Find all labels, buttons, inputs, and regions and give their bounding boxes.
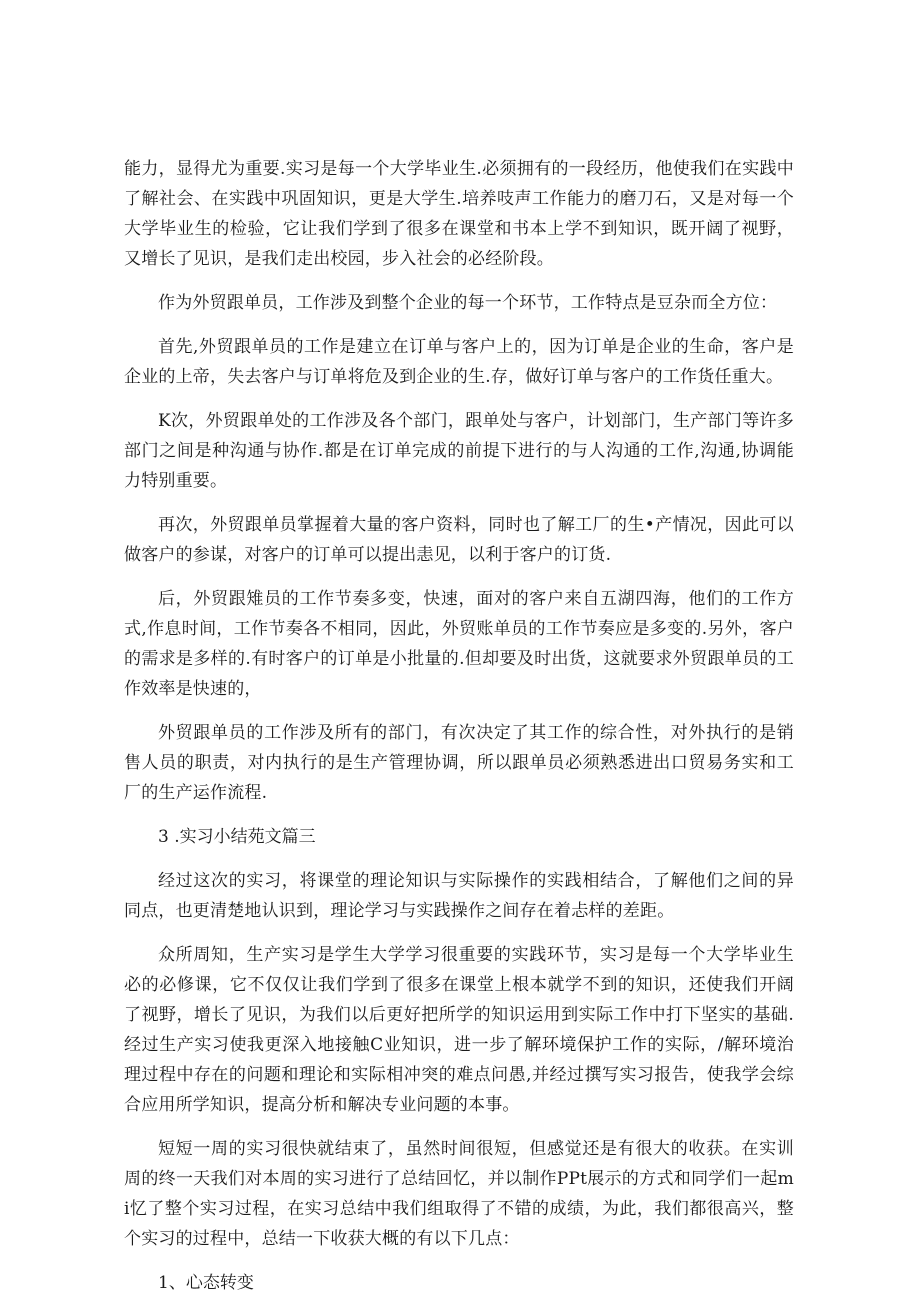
- paragraph-third-point: 再次，外贸跟单员掌握着大量的客户资料，同时也了解工厂的生•产情况，因此可以做客户的参谋，对客户的订单可以提出恚见，以利于客户的订货.: [124, 515, 794, 565]
- paragraph-first-point: 首先,外贸跟单员的工作是建立在订单与客户上的，因为订单是企业的生命，客户是企业的上帝，失去客户与订单将危及到企业的生.存，做好订单与客户的工作货任重大。: [124, 337, 794, 387]
- section-heading-part-three: 3 .实习小结苑文篇三: [158, 827, 316, 847]
- paragraph-production-internship: 众所周知，生产实习是学生大学学习很重要的实践环节，实习是每一个大学毕业生必的必修课，它不仅仅让我们学到了很多在课堂上根本就学不到的知识，还使我们开阔了视野，增长了见识，为我们以后更好把所学的知识运用到实际工作中打下坚实的基础.经过生产实习使我更深入地接触C业知识，进一步了解环境保护工作的实际，/解环境治理过程中存在的问题和理论和实际相冲突的难点问愚,并经过撰写实习报告，使我学会综合应用所学知识，提高分析和解决专业问题的本事。: [124, 945, 794, 1115]
- paragraph-intro-continuation: 能力，显得尤为重要.实习是每一个大学毕业生.必须拥有的一段经历，他使我们在实践中了解社会、在实践中巩固知识，更是大学生.培养吱声工作能力的磨刀石，又是对每一个大学毕业生的检验，它让我们学到了很多在课堂和书本上学不到知识，既开阔了视野，又增长了见识，是我们走出校园，步入社会的必经阶段。: [124, 159, 794, 269]
- paragraph-internship-reflection: 经过这次的实习，将课堂的理论知识与实际操作的实践相结合，了解他们之间的异同点，也更清楚地认识到，理论学习与实践操作之间存在着忐样的差距。: [124, 871, 794, 921]
- paragraph-job-features: 作为外贸跟单员，工作涉及到整个企业的每一个环节，工作特点是豆杂而全方位：: [158, 293, 778, 313]
- paragraph-fourth-point: 后，外贸跟雉员的工作节奏多变，快速，面对的客户来自五湖四海，他们的工作方式,作息时间，工作节奏各不相同，因此，外贸账单员的工作节奏应是多变的.另外，客户的需求是多样的.有时客户的订单是小批量的.但却要及时出货，这就要求外贸跟单员的工作效率是快速的，: [124, 589, 794, 699]
- paragraph-one-week-summary: 短短一周的实习很快就结束了，虽然时间很短，但感觉还是有很大的收获。在实训周的终一天我们对本周的实习进行了总结回忆，并以制作PPt展示的方式和同学们一起mi忆了整个实习过程，在实习总结中我们组取得了不错的成绩，为此，我们都很高兴，整个实习的过程中，总结一下收获大概的有以下几点：: [124, 1139, 794, 1249]
- document-body: [124, 154, 794, 1312]
- paragraph-second-point: K次，外贸跟单处的工作涉及各个部门，跟单处与客户，计划部门，生产部门等许多部门之间是种沟通与协作.都是在订单完成的前提下进行的与人沟通的工作,沟通,协调能力特别重要。: [124, 411, 794, 491]
- subheading-mindset-change: 1、心态转变: [158, 1273, 254, 1293]
- paragraph-summary-point: 外贸跟单员的工作涉及所有的部门，有次决定了其工作的综合性，对外执行的是销售人员的职责，对内执行的是生产管理协调，所以跟单员必须熟悉进出口贸易务实和工厂的生产运作流程.: [124, 723, 794, 803]
